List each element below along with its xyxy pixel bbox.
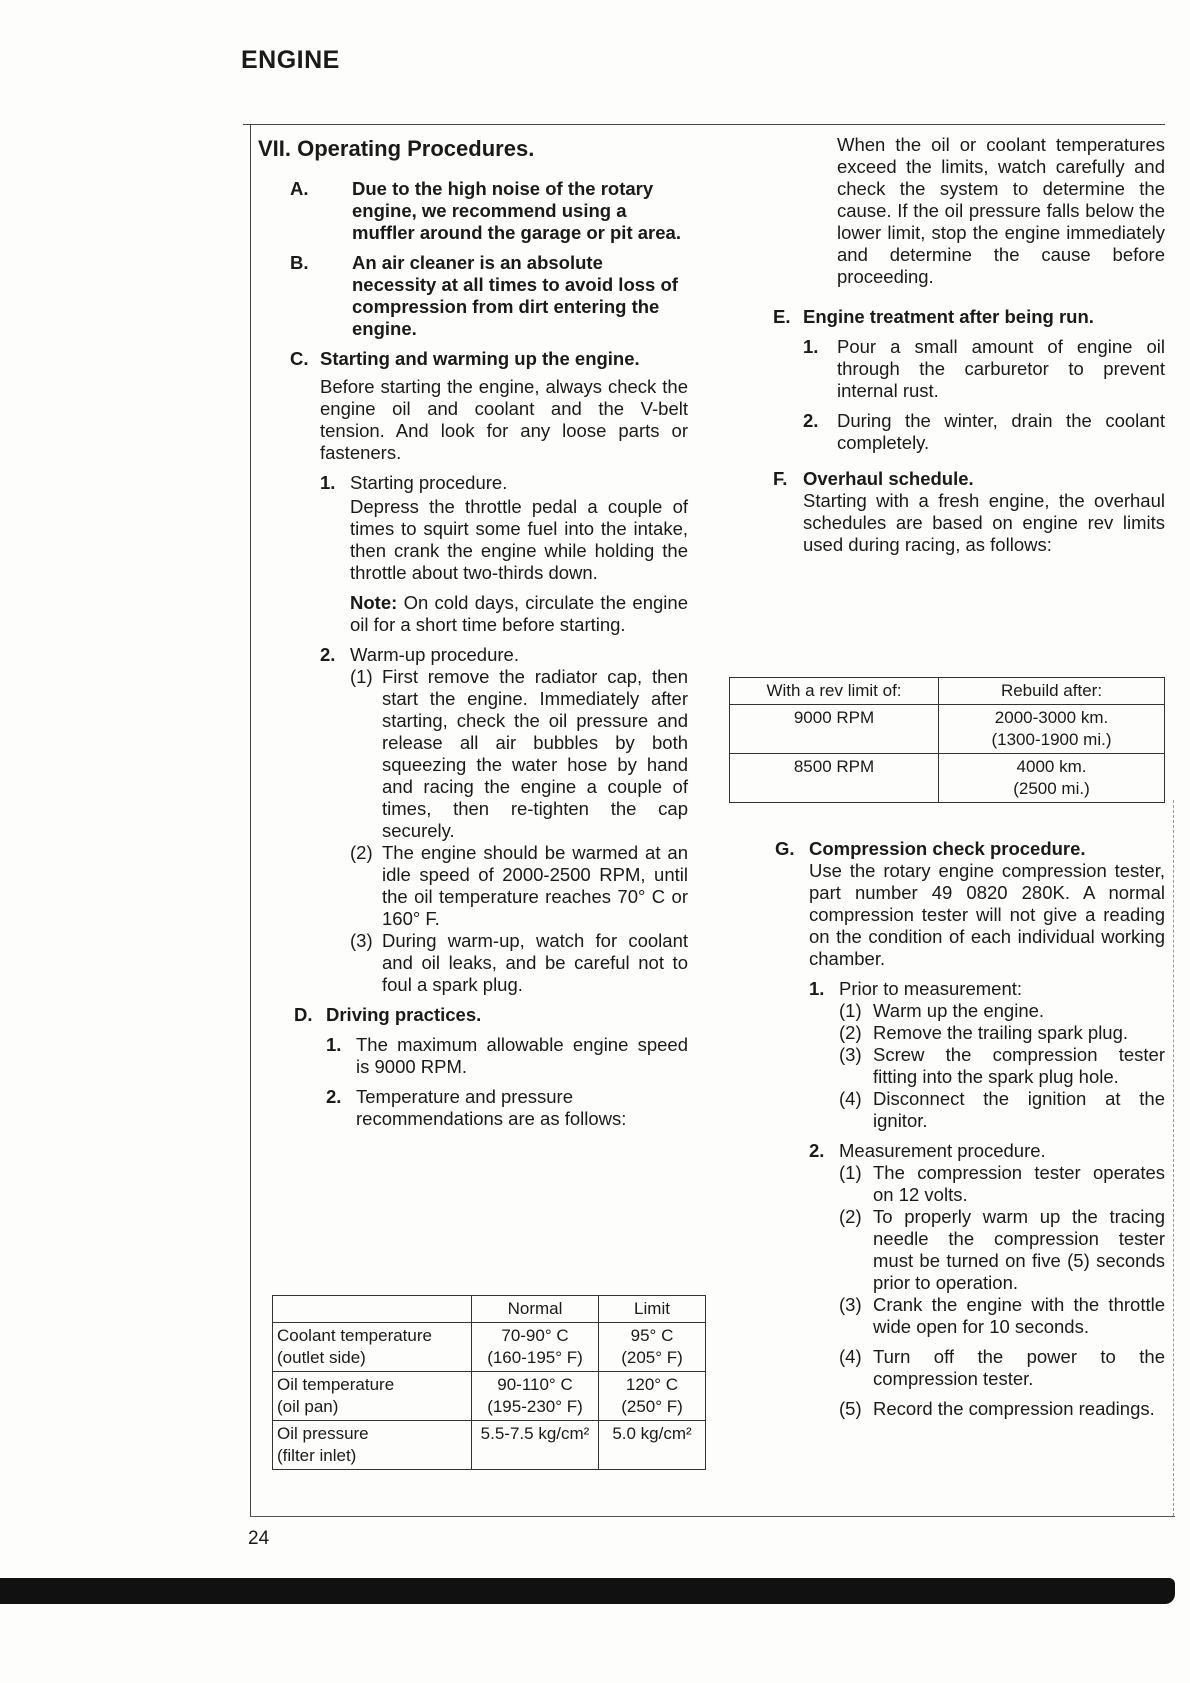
table-header-cell: Limit [599,1296,706,1323]
treatment-1-num: 1. [803,336,819,357]
warmup-step-2-text: The engine should be warmed at an idle speed of 2000-2500 RPM, until the oil temperature reaches 70° C or 160° F. [382,842,688,929]
item-c-label: C. [290,348,309,369]
item-d-label: D. [294,1004,313,1025]
table-header-cell: With a rev limit of: [730,678,939,705]
treatment-2-text: During the winter, drain the coolant completely. [837,410,1165,453]
prior-num: 1. [809,978,825,999]
table-cell: 120° C (250° F) [599,1372,706,1421]
section-title: VII. Operating Procedures. [258,136,535,161]
prior-step-3: (3) Screw the compression tester fitting into the spark plug hole. [839,1044,1165,1087]
measure-title: Measurement procedure. [839,1140,1046,1161]
temperature-pressure-table [272,1295,706,1470]
item-g [775,838,1165,1428]
item-f-text: Starting with a fresh engine, the overhaul schedules are based on engine rev limits used during racing, as follows: [803,490,1165,555]
prior-step-1: (1) Warm up the engine. [839,1000,1045,1021]
measure-step-1: (1) The compression tester operates on 12 volts. [839,1162,1165,1205]
measure-step-2: (2) To properly warm up the tracing needle the compression tester must be turned on five (5) seconds prior to operation. [839,1206,1165,1293]
measure-num: 2. [809,1140,825,1161]
item-b-label: B. [290,252,309,273]
driving-2 [326,1086,688,1130]
note-label: Note: [350,592,398,613]
table-header-row [730,678,1165,705]
right-column [765,134,1165,564]
warmup-step-2 [350,842,688,930]
driving-2-num: 2. [326,1086,342,1107]
table-cell: 9000 RPM [730,705,939,754]
starting-num: 1. [320,472,336,493]
table-header-row [273,1296,706,1323]
treatment-2 [803,410,1165,454]
table-cell: Oil temperature (oil pan) [273,1372,472,1421]
warmup-step-3-text: During warm-up, watch for coolant and oil leaks, and be careful not to foul a spark plug. [382,930,688,995]
treatment-1-text: Pour a small amount of engine oil through the carburetor to prevent internal rust. [837,336,1165,401]
measure-step-4: (4) Turn off the power to the compression tester. [839,1346,1165,1389]
starting-text: Depress the throttle pedal a couple of times to squirt some fuel into the intake, then crank the engine while holding the throttle about two-thirds down. [350,496,688,583]
table-cell: Coolant temperature (outlet side) [273,1323,472,1372]
warmup-step-2-num: (2) [350,842,373,863]
warmup-step-3 [350,930,688,996]
frame-right-rule [1173,800,1174,1516]
warmup-num: 2. [320,644,336,665]
driving-1-text: The maximum allowable engine speed is 9000 RPM. [356,1034,688,1077]
driving-1 [326,1034,688,1078]
table-cell: Oil pressure (filter inlet) [273,1421,472,1470]
table-row [273,1421,706,1470]
item-b [290,252,688,340]
item-a-text: Due to the high noise of the rotary engine, we recommend using a muffler around the garage or pit area. [352,178,681,243]
table-row [730,754,1165,803]
item-b-text: An air cleaner is an absolute necessity at all times to avoid loss of compression from dirt entering the engine. [352,252,678,339]
item-g-title: Compression check procedure. [809,838,1086,859]
starting-procedure [320,472,688,636]
item-a-label: A. [290,178,309,199]
driving-1-num: 1. [326,1034,342,1055]
warmup-title: Warm-up procedure. [350,644,519,665]
prior-measurement [809,978,1165,1132]
table-cell: 5.5-7.5 kg/cm² [472,1421,599,1470]
item-a [290,178,688,244]
frame-bottom-rule [250,1516,1175,1517]
driving-2-text: Temperature and pressure recommendations are as follows: [356,1086,627,1129]
warmup-step-3-num: (3) [350,930,373,951]
table-row [273,1372,706,1421]
prior-step-2: (2) Remove the trailing spark plug. [839,1022,1129,1043]
item-g-text: Use the rotary engine compression tester, part number 49 0820 280K. A normal compression tester will not give a reading on the condition of each individual working chamber. [809,860,1165,969]
item-d-title: Driving practices. [326,1004,482,1025]
overhaul-schedule-table [729,677,1165,803]
limits-paragraph: When the oil or coolant temperatures exceed the limits, watch carefully and check the system to determine the cause. If the oil pressure falls below the lower limit, stop the engine immediately and determine the cause before proceeding. [837,134,1165,287]
page-header-title: ENGINE [241,46,340,74]
measurement-procedure [809,1140,1165,1420]
prior-title: Prior to measurement: [839,978,1023,999]
measure-step-3: (3) Crank the engine with the throttle wide open for 10 seconds. [839,1294,1165,1337]
treatment-1 [803,336,1165,402]
item-f-title: Overhaul schedule. [803,468,974,489]
item-c-title: Starting and warming up the engine. [320,348,640,369]
table-cell: 5.0 kg/cm² [599,1421,706,1470]
item-f [773,468,1165,556]
table-cell: 90-110° C (195-230° F) [472,1372,599,1421]
table-cell: 70-90° C (160-195° F) [472,1323,599,1372]
table-cell: 8500 RPM [730,754,939,803]
measure-step-5: (5) Record the compression readings. [839,1398,1155,1419]
warmup-step-1-num: (1) [350,666,373,687]
table-cell: 2000-3000 km. (1300-1900 mi.) [939,705,1165,754]
item-d [294,1004,688,1130]
warmup-step-1-text: First remove the radiator cap, then start the engine. Immediately after starting, check the oil pressure and release all air bubbles by both squeezing the water hose by hand and racing the engine a couple of times, then re-tighten the cap securely. [382,666,688,841]
warmup-procedure [320,644,688,996]
item-g-label: G. [775,838,795,859]
item-g-block [775,838,1165,1420]
frame-top-rule [243,124,1165,125]
warmup-step-1 [350,666,688,842]
table-row [273,1323,706,1372]
left-column [258,134,688,1138]
item-c [290,348,688,996]
table-header-cell: Rebuild after: [939,678,1165,705]
item-c-intro: Before starting the engine, always check the engine oil and coolant and the V-belt tension. And look for any loose parts or fasteners. [320,376,688,463]
prior-step-4: (4) Disconnect the ignition at the ignitor. [839,1088,1165,1131]
page-bottom-bar [0,1578,1175,1604]
page-number: 24 [248,1528,270,1549]
item-e [773,306,1165,454]
table-row [730,705,1165,754]
item-f-label: F. [773,468,788,489]
table-cell: 95° C (205° F) [599,1323,706,1372]
table-header-cell: Normal [472,1296,599,1323]
item-e-label: E. [773,306,791,327]
note [350,592,688,636]
item-e-title: Engine treatment after being run. [803,306,1094,327]
starting-title: Starting procedure. [350,472,508,493]
table-header-cell [273,1296,472,1323]
treatment-2-num: 2. [803,410,819,431]
frame-left-rule [250,124,251,1516]
note-text: On cold days, circulate the engine oil for a short time before starting. [350,592,688,635]
table-cell: 4000 km. (2500 mi.) [939,754,1165,803]
